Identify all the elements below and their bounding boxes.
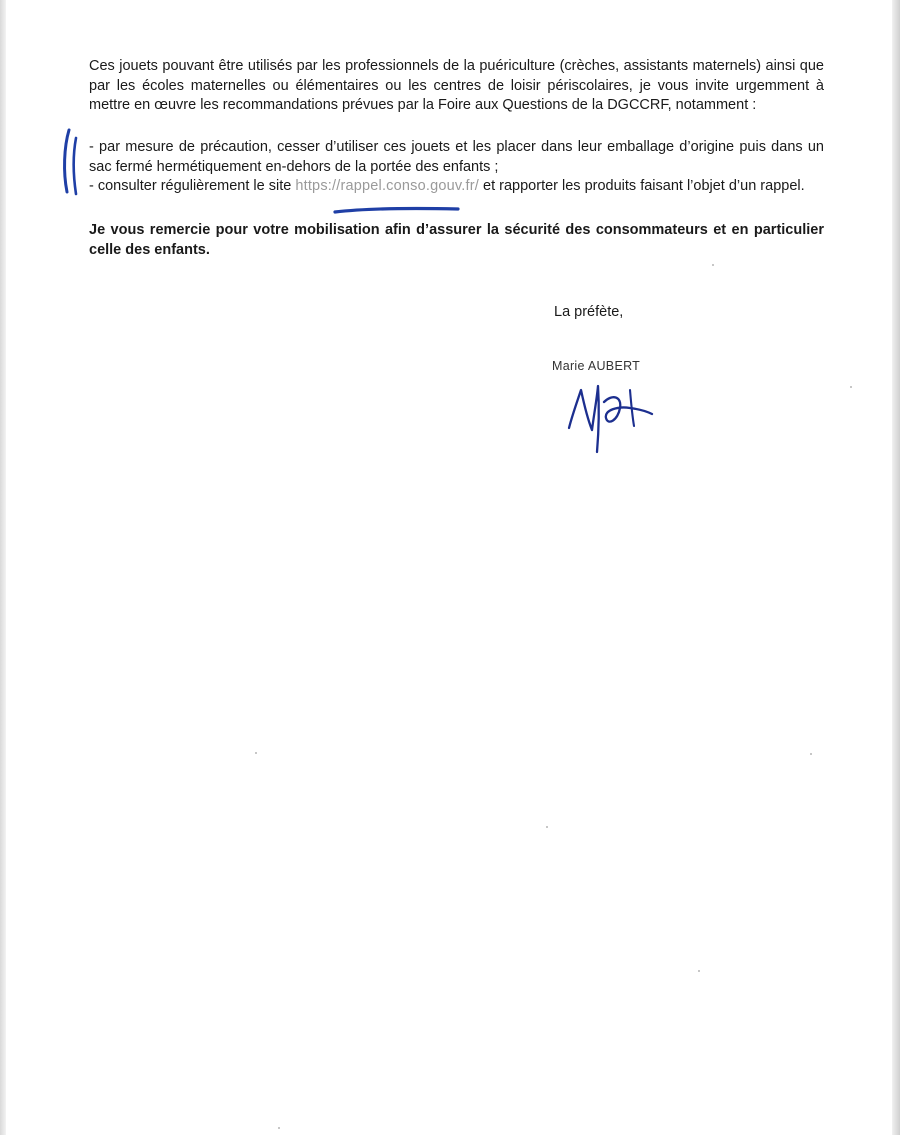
scan-speck	[255, 752, 257, 754]
url-underline-stroke	[335, 208, 458, 212]
scan-speck	[712, 264, 714, 266]
thanks-paragraph: Je vous remercie pour votre mobilisation afin d’assurer la sécurité des consommateurs et en particulier celle des enfants.	[89, 222, 824, 258]
scan-speck	[698, 970, 700, 972]
page-left-edge	[0, 0, 6, 1135]
signature-image	[560, 378, 660, 458]
rappel-conso-link[interactable]: https://rappel.conso.gouv.fr/	[295, 178, 479, 194]
signer-name: Marie AUBERT	[552, 359, 641, 373]
margin-bracket-annotation	[58, 122, 88, 202]
intro-paragraph: Ces jouets pouvant être utilisés par les professionnels de la puériculture (crèches, assistants maternels) ainsi que par les écoles maternelles ou élémentaires ou les centres de loisir périscolaires, je vous invite urgemment à mettre en œuvre les recommandations prévues par la Foire aux Questions de la DGCCRF, notamment :	[89, 58, 824, 113]
scan-speck	[810, 753, 812, 755]
recommendation-item-2-lead: - consulter régulièrement le site	[89, 178, 296, 194]
recommendation-item-2-tail: et rapporter les produits faisant l’objet d’un rappel.	[479, 178, 805, 194]
closing-title: La préfète,	[554, 304, 624, 320]
page-right-edge	[892, 0, 900, 1135]
signature-stroke-a	[604, 397, 652, 421]
margin-bracket-stroke-2	[74, 138, 76, 194]
recommendation-item-2	[89, 177, 824, 197]
scan-speck	[546, 826, 548, 828]
signature-stroke-m	[569, 386, 599, 452]
scan-speck	[278, 1127, 280, 1129]
margin-bracket-stroke-1	[65, 130, 69, 192]
url-underline-annotation	[330, 202, 465, 218]
recommendation-item-1: - par mesure de précaution, cesser d’utiliser ces jouets et les placer dans leur emballage d’origine puis dans un sac fermé hermétiquement en-dehors de la portée des enfants ;	[89, 139, 824, 175]
scan-speck	[850, 386, 852, 388]
recommendations-list	[89, 138, 824, 197]
